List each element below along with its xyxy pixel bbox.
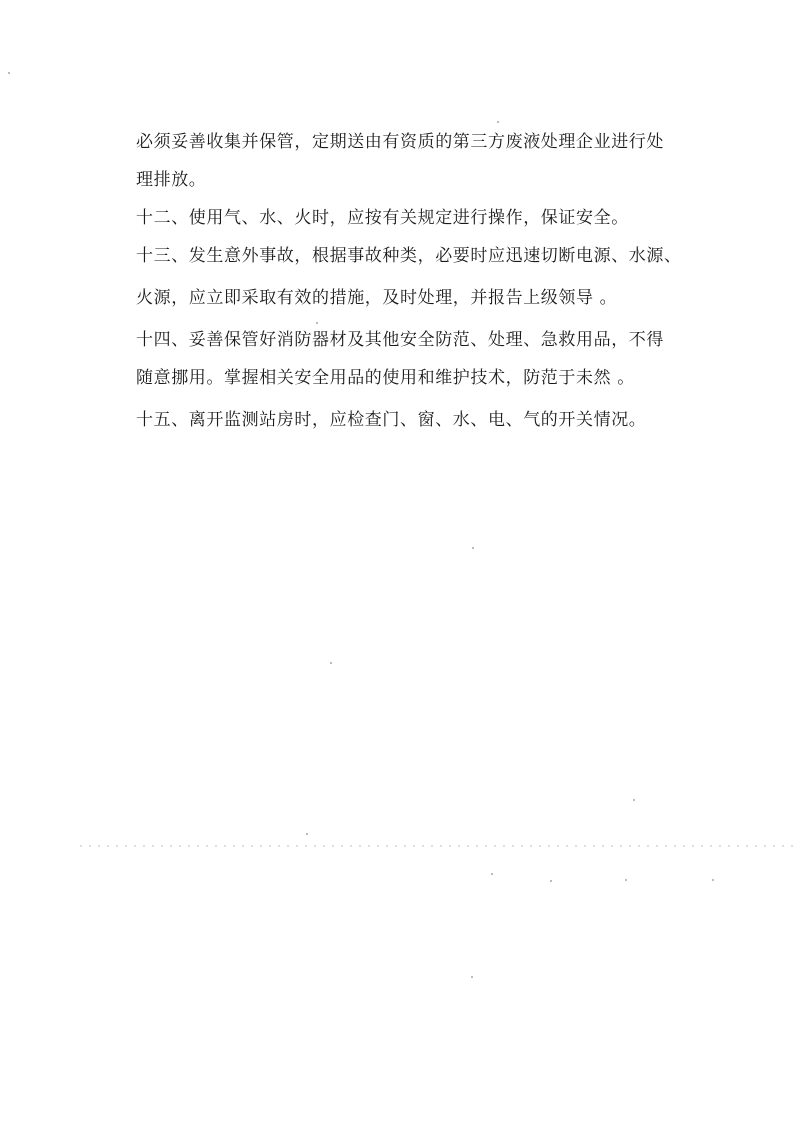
scan-speck (306, 833, 308, 835)
text-line: 理排放。 (136, 170, 207, 190)
scan-speck (330, 662, 332, 664)
scan-speck (8, 72, 10, 74)
text-line: 必须妥善收集并保管，定期送由有资质的第三方废液处理企业进行处 (136, 132, 664, 152)
scan-artifact-dotted-line (80, 845, 800, 847)
scan-speck (550, 880, 552, 882)
text-line: 十三、发生意外事故，根据事故种类，必要时应迅速切断电源、水源、 (136, 246, 682, 266)
scan-speck (633, 799, 635, 801)
scan-speck (491, 873, 493, 875)
scan-speck (316, 322, 318, 324)
scan-speck (625, 879, 627, 881)
scan-speck (497, 121, 499, 123)
text-line: 十二、使用气、水、火时，应按有关规定进行操作，保证安全。 (136, 208, 629, 228)
scan-speck (712, 879, 714, 881)
text-line: 十五、离开监测站房时，应检查门、窗、水、电、气的开关情况。 (136, 410, 647, 430)
text-line: 火源，应立即采取有效的措施，及时处理，并报告上级领导 。 (136, 288, 618, 308)
text-line: 十四、妥善保管好消防器材及其他安全防范、处理、急救用品，不得 (136, 330, 664, 350)
scan-speck (471, 976, 473, 978)
scan-speck (472, 547, 474, 549)
text-line: 随意挪用。掌握相关安全用品的使用和维护技术，防范于未然 。 (136, 368, 635, 388)
